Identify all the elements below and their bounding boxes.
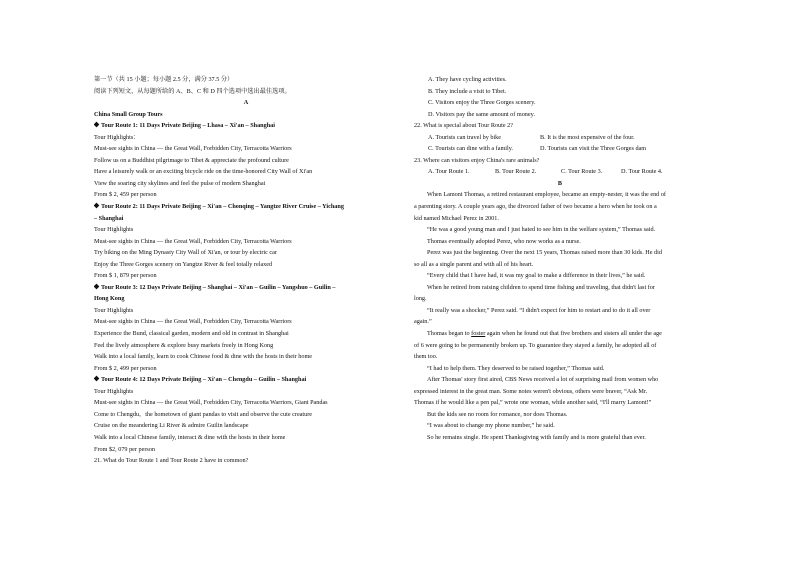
underlined-word: foster [471,330,486,338]
q22-option-a: A. Tourists can travel by bike [428,133,501,141]
route-3-title-cont: Hong Kong [94,295,125,303]
route-3-line: Feel the lively atmosphere & explore busy markets freely in Hong Kong [94,341,274,349]
passage-line: of 6 were going to be permanently broken up. To guarantee they stayed a family, he adopted all of [414,341,657,349]
passage-line: so all as a single parent and with all of his heart. [414,260,534,268]
q22-option-d: D. Tourists can visit the Three Gorges dam [540,145,647,153]
diamond-bullet-icon [94,284,99,290]
route-4-line: Must-see sights in China — the Great Wall, Forbidden City, Terracotta Warriors, Giant Pandas [94,399,328,407]
q21-option-b: B. They include a visit to Tibet. [428,87,507,95]
question-21: 21. What do Tour Route 1 and Tour Route 2 have in common? [94,457,249,465]
q22-options-row-2 [414,143,706,155]
section-label-a: A [243,99,249,107]
q23-option-c: C. Tour Route 3. [561,168,603,176]
passage-line: Perez was just the beginning. Over the next 15 years, Thomas raised more than 30 kids. He did [427,249,662,257]
section-label-b: B [557,179,563,187]
passage-line: Thomas if he would like a pen pal,” wrote one woman, while another said, “I'll marry Lamont!” [414,399,652,407]
passage-title: China Small Group Tours [94,110,163,118]
route-1-title: Tour Route 1: 11 Days Private Beijing – Lhasa – Xi'an – Shanghai [94,120,398,132]
passage-line: So he remains single. He spent Thanksgiving with family and is more grateful than ever. [427,433,646,441]
route-4-line: Walk into a local Chinese family, interact & dine with the hosts in their home [94,433,286,441]
route-3-title: Tour Route 3: 12 Days Private Beijing – Shanghai – Xi'an – Guilin – Yangshuo – Guilin – [94,282,398,294]
route-3-line: Must-see sights in China — the Great Wall, Forbidden City, Terracotta Warriors [94,318,292,326]
passage-line: When Lamont Thomas, a retired restaurant employee, became an empty-nester, it was the end of [427,191,666,199]
route-3-line: Walk into a local family, learn to cook Chinese food & dine with the hosts in their home [94,353,313,361]
route-2-title: Tour Route 2: 11 Days Private Beijing – Xi'an – Chonqing – Yangtze River Cruise – Yichang [94,201,398,213]
passage-line: a parenting story. A couple years ago, the divorced father of two became a hero when he took on a [414,203,657,211]
q23-option-b: B. Tour Route 2. [495,168,537,176]
left-column [94,74,398,467]
question-23: 23. Where can visitors enjoy China's rare animals? [414,156,540,164]
section-header: 第一节（共 15 小题；每小题 2.5 分，满分 37.5 分） [94,76,234,83]
q21-option-a: A. They have cycling activities. [428,76,507,83]
q23-option-a: A. Tour Route 1. [428,168,470,176]
right-column [414,74,706,444]
route-2-line: Try biking on the Ming Dynasty City Wall of Xi'an, or tour by electric car [94,249,277,257]
q22-option-c: C. Tourists can dine with a family. [428,145,513,153]
passage-line: After Thomas' story first aired, CBS News received a lot of surprising mail from women who [427,376,659,384]
route-1-line: View the soaring city skylines and feel the pulse of modern Shanghai [94,179,266,187]
diamond-bullet-icon [94,203,99,209]
passage-line: “It really was a shocker,” Perez said. “I didn't expect for him to restart and to do it all over [427,306,651,314]
passage-line: “I had to help them. They deserved to be raised together,” Thomas said. [427,364,605,372]
route-1-line: Must-see sights in China — the Great Wall, Forbidden City, Terracotta Warriors [94,145,292,153]
q23-options-row [414,166,706,178]
diamond-bullet-icon [94,376,99,382]
passage-line: long. [414,295,427,303]
passage-line: them too. [414,353,438,361]
diamond-bullet-icon [94,122,99,128]
route-2-line: Must-see sights in China — the Great Wall, Forbidden City, Terracotta Warriors [94,237,292,245]
passage-line: “He was a good young man and I just hated to see him in the welfare system,” Thomas said. [427,226,656,234]
passage-line: kid named Michael Perez in 2001. [414,214,499,222]
passage-line: “I was about to change my phone number,” he said. [427,422,555,430]
route-2-price: From $ 1, 879 per person [94,272,157,280]
q22-options-row-1 [414,132,706,144]
route-3-price: From $ 2, 499 per person [94,364,157,372]
route-1-highlights-label: Tour Highlights： [94,133,140,141]
route-1-line: Have a leisurely walk or an exciting bicycle ride on the time-honored City Wall of Xi'an [94,168,313,176]
route-4-line: Come to Chengdu，the hometown of giant pandas to visit and observe the cute creature [94,410,313,418]
passage-line: “Every child that I have had, it was my goal to make a difference in their lives,” he said. [427,272,646,280]
route-4-highlights-label: Tour Highlights [94,387,134,395]
q23-option-d: D. Tour Route 4. [621,168,663,176]
route-4-title: Tour Route 4: 12 Days Private Beijing – Xi'an – Chengdu – Guilin – Shanghai [94,374,398,386]
route-1-price: From $ 2, 459 per person [94,191,157,199]
route-2-title-cont: – Shanghai [94,214,124,222]
question-22: 22. What is special about Tour Route 2? [414,122,514,130]
passage-line: again.” [414,318,432,326]
passage-line: Thomas eventually adopted Perez, who now works as a nurse. [427,237,581,245]
route-2-highlights-label: Tour Highlights [94,226,134,234]
route-4-line: Cruise on the meandering Li River & admire Guilin landscape [94,422,249,430]
route-3-highlights-label: Tour Highlights [94,306,134,314]
passage-line: When he retired from raising children to spend time fishing and traveling, that didn't last for [427,283,655,291]
passage-line: But the kids see no room for romance, nor does Thomas. [427,410,568,418]
q22-option-b: B. It is the most expensive of the four. [540,133,635,141]
passage-line: expressed interest in the great man. Some notes weren't obvious, others were braver, “Ask Mr. [414,387,648,395]
route-2-line: Enjoy the Three Gorges scenery on Yangtze River & feel totally relaxed [94,260,273,268]
route-1-line: Follow us on a Buddhist pilgrimage to Tibet & appreciate the profound culture [94,156,289,164]
instruction: 阅读下列短文，从每题所给的 A、B、C 和 D 四个选项中选出最佳选项。 [94,87,291,95]
route-4-price: From $2, 079 per person [94,445,156,453]
passage-line: Thomas began to foster again when he found out that five brothers and sisters all under the age [427,330,662,338]
q21-option-d: D. Visitors pay the same amount of money. [428,110,535,118]
q21-option-c: C. Visitors enjoy the Three Gorges scenery. [428,99,536,107]
route-3-line: Experience the Bund, classical garden, modern and old in contrast in Shanghai [94,330,289,338]
